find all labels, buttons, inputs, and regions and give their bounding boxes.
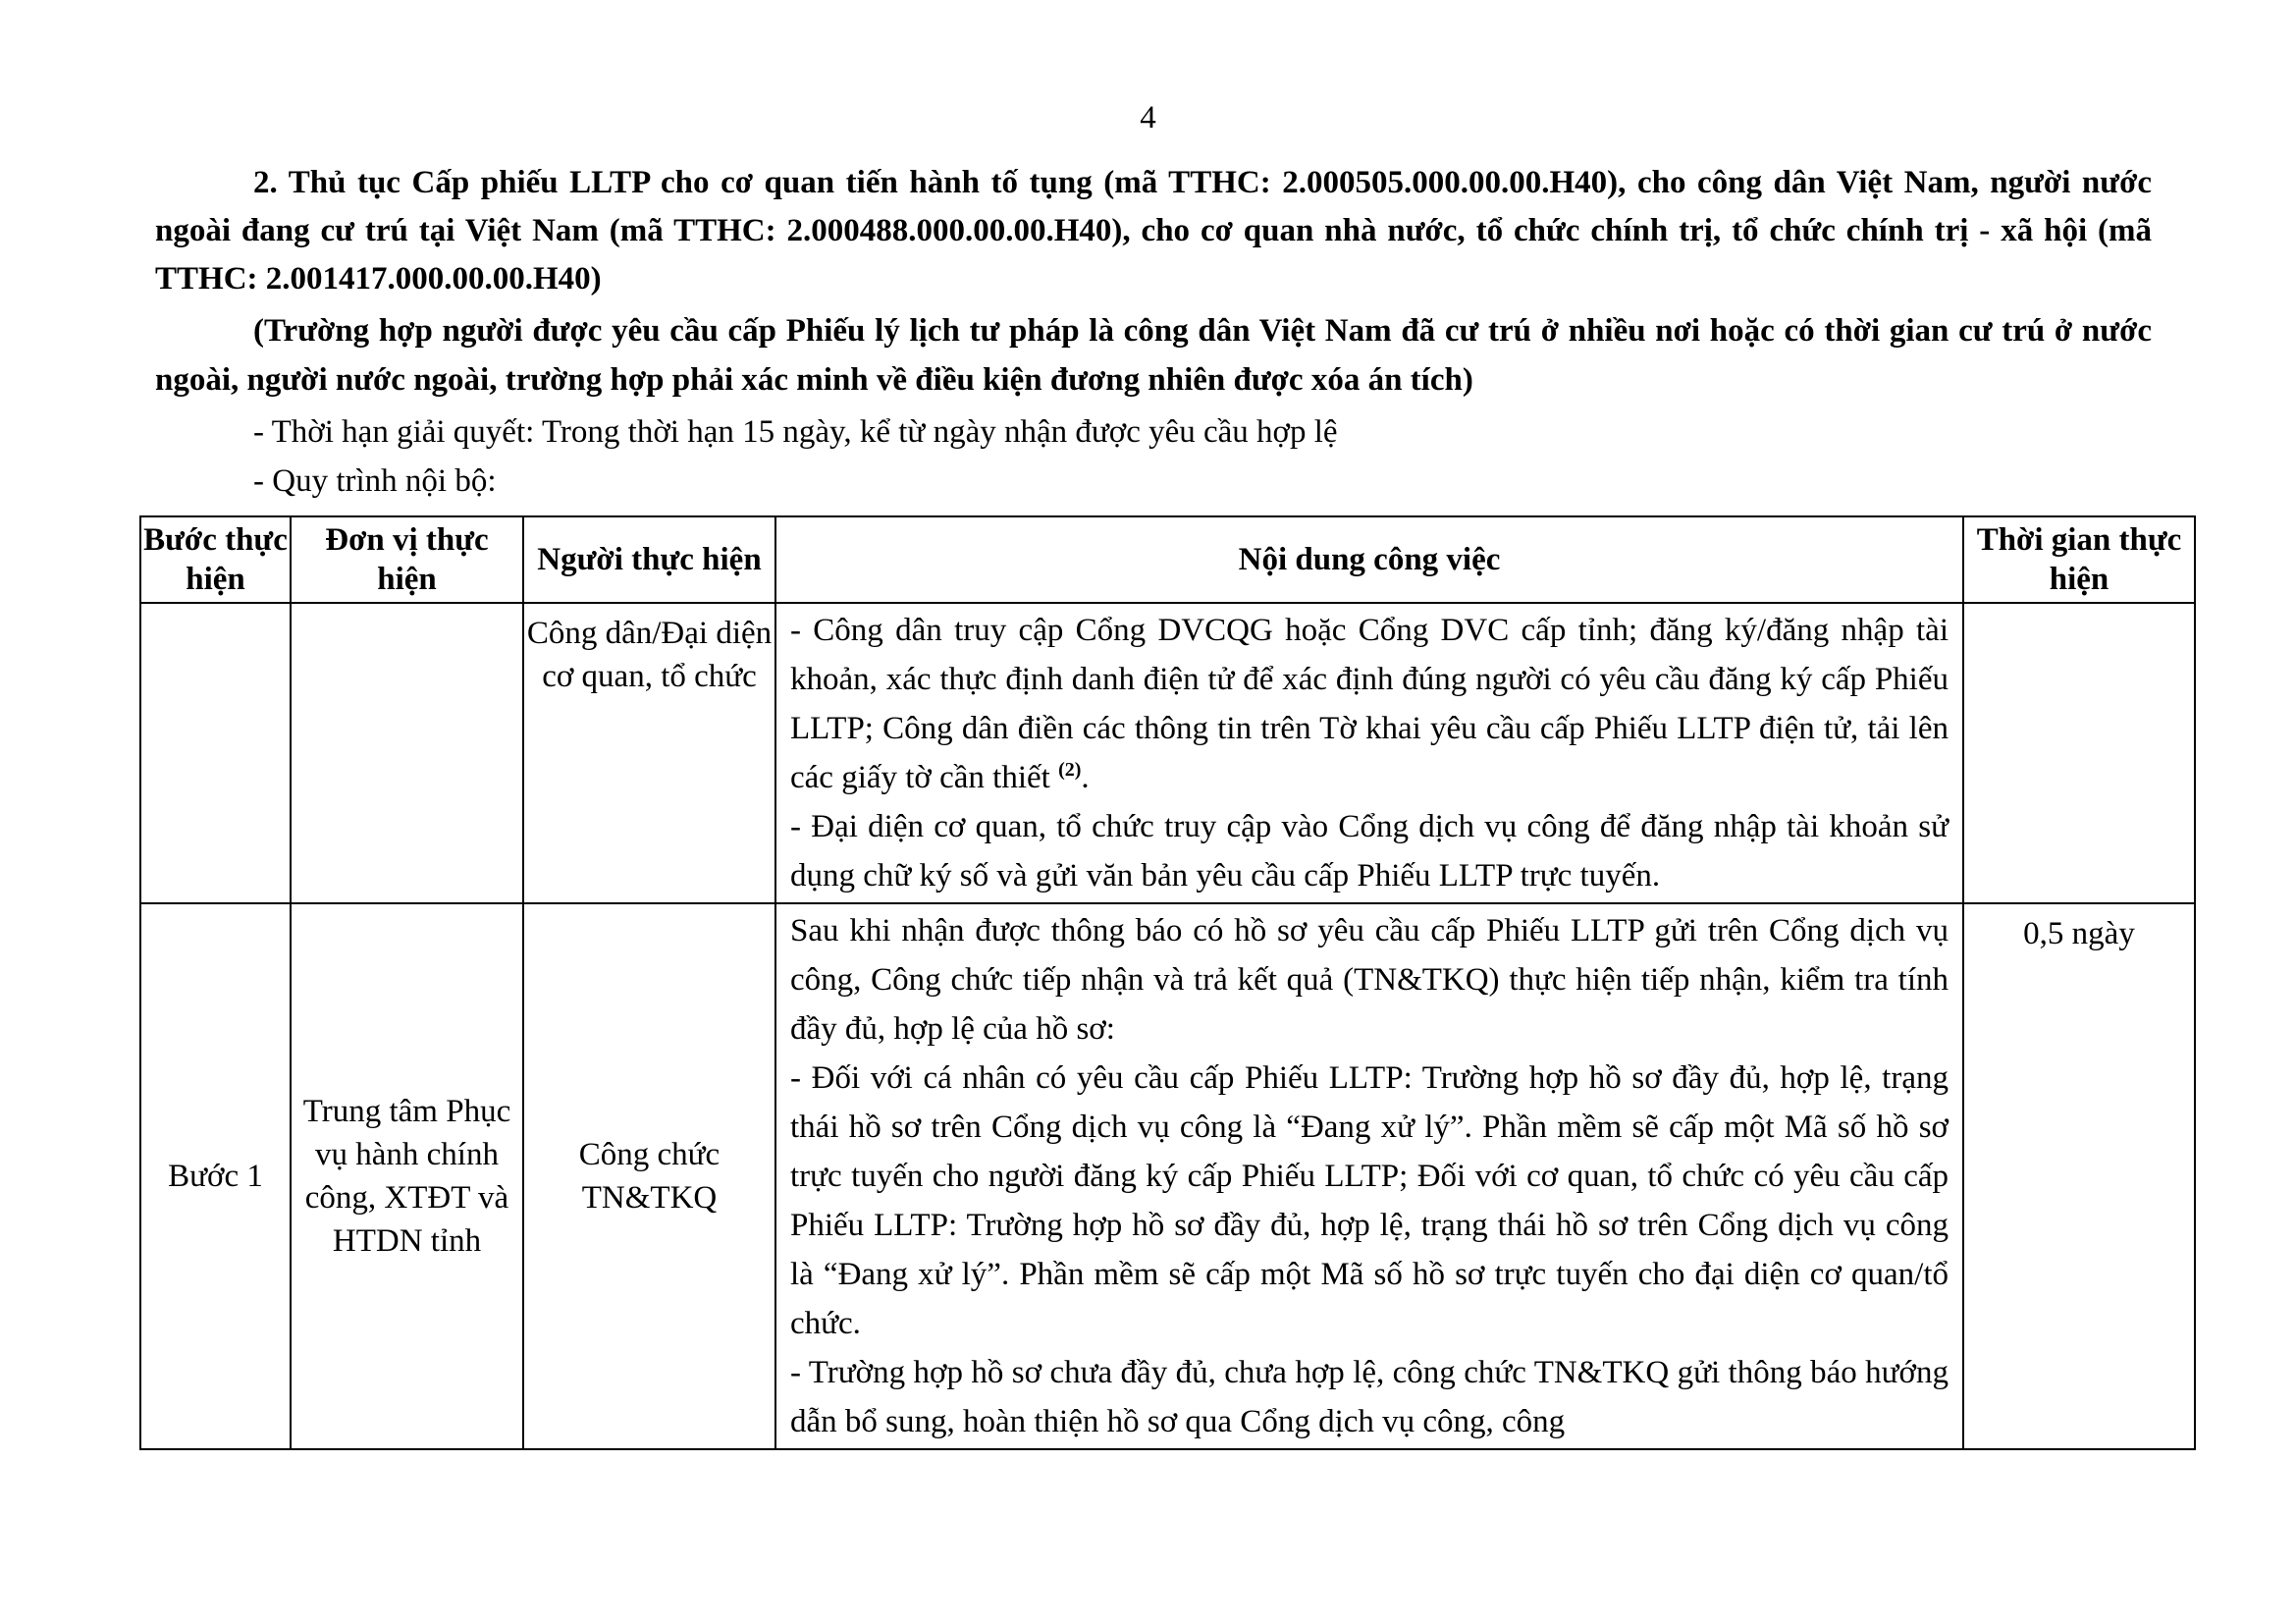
row0-unit xyxy=(291,603,523,903)
row1-person: Công chức TN&TKQ xyxy=(523,903,775,1449)
row1-content-para1: Sau khi nhận được thông báo có hồ sơ yêu cầu cấp Phiếu LLTP gửi trên Cổng dịch vụ công, Công chức tiếp nhận và trả kết quả (TN&TKQ) thực hiện tiếp nhận, kiểm tra tính đầy đủ, hợp lệ của hồ sơ: xyxy=(790,913,1949,1047)
header-time: Thời gian thực hiện xyxy=(1963,516,2195,603)
row0-step xyxy=(140,603,291,903)
row1-content-para2: - Đối với cá nhân có yêu cầu cấp Phiếu LLTP: Trường hợp hồ sơ đầy đủ, hợp lệ, trạng thái hồ sơ trên Cổng dịch vụ công là “Đang xử lý”. Phần mềm sẽ cấp một Mã số hồ sơ trực tuyến cho người đăng ký cấp Phiếu LLTP; Đối với cơ quan, tổ chức có yêu cầu cấp Phiếu LLTP: Trường hợp hồ sơ đầy đủ, hợp lệ, trạng thái hồ sơ trên Cổng dịch vụ công là “Đang xử lý”. Phần mềm sẽ cấp một Mã số hồ sơ trực tuyến cho đại diện cơ quan/tổ chức. xyxy=(790,1060,1949,1341)
internal-process-line: - Quy trình nội bộ: xyxy=(253,463,497,499)
row0-person: Công dân/Đại diện cơ quan, tổ chức xyxy=(523,603,775,903)
page-number: 4 xyxy=(1140,100,1156,135)
footnote-marker: (2) xyxy=(1058,759,1082,781)
row0-time xyxy=(1963,603,2195,903)
table-row xyxy=(140,603,2195,903)
row1-content-para3: - Trường hợp hồ sơ chưa đầy đủ, chưa hợp lệ, công chức TN&TKQ gửi thông báo hướng dẫn bổ sung, hoàn thiện hồ sơ qua Cổng dịch vụ công, công xyxy=(790,1355,1949,1439)
row1-step: Bước 1 xyxy=(140,903,291,1449)
row0-content-para1: - Công dân truy cập Cổng DVCQG hoặc Cổng DVC cấp tỉnh; đăng ký/đăng nhập tài khoản, xác thực định danh điện tử để xác định đúng người có yêu cầu đăng ký cấp Phiếu LLTP; Công dân điền các thông tin trên Tờ khai yêu cầu cấp Phiếu LLTP điện tử, tải lên các giấy tờ cần thiết $^{(2)}$. xyxy=(790,613,1949,795)
time-limit-line: - Thời hạn giải quyết: Trong thời hạn 15 ngày, kể từ ngày nhận được yêu cầu hợp lệ xyxy=(253,414,1338,450)
table-row xyxy=(140,903,2195,1449)
row1-time: 0,5 ngày xyxy=(1963,903,2195,1449)
procedure-table xyxy=(139,515,2196,1450)
section-heading: 2. Thủ tục Cấp phiếu LLTP cho cơ quan tiến hành tố tụng (mã TTHC: 2.000505.000.00.00.H40), cho công dân Việt Nam, người nước ngoài đang cư trú tại Việt Nam (mã TTHC: 2.000488.000.00.00.H40), cho cơ quan nhà nước, tổ chức chính trị, tổ chức chính trị - xã hội (mã TTHC: 2.001417.000.00.00.H40) xyxy=(155,165,2152,297)
row1-unit: Trung tâm Phục vụ hành chính công, XTĐT và HTDN tỉnh xyxy=(291,903,523,1449)
row0-content-para2: - Đại diện cơ quan, tổ chức truy cập vào Cổng dịch vụ công để đăng nhập tài khoản sử dụng chữ ký số và gửi văn bản yêu cầu cấp Phiếu LLTP trực tuyến. xyxy=(790,809,1949,893)
section-subheading: (Trường hợp người được yêu cầu cấp Phiếu lý lịch tư pháp là công dân Việt Nam đã cư trú ở nhiều nơi hoặc có thời gian cư trú ở nước ngoài, người nước ngoài, trường hợp phải xác minh về điều kiện đương nhiên được xóa án tích) xyxy=(155,313,2152,398)
row1-content xyxy=(775,903,1963,1449)
header-unit: Đơn vị thực hiện xyxy=(291,516,523,603)
header-step: Bước thực hiện xyxy=(140,516,291,603)
header-person: Người thực hiện xyxy=(523,516,775,603)
header-content: Nội dung công việc xyxy=(775,516,1963,603)
row0-content xyxy=(775,603,1963,903)
table-header-row xyxy=(140,516,2195,603)
